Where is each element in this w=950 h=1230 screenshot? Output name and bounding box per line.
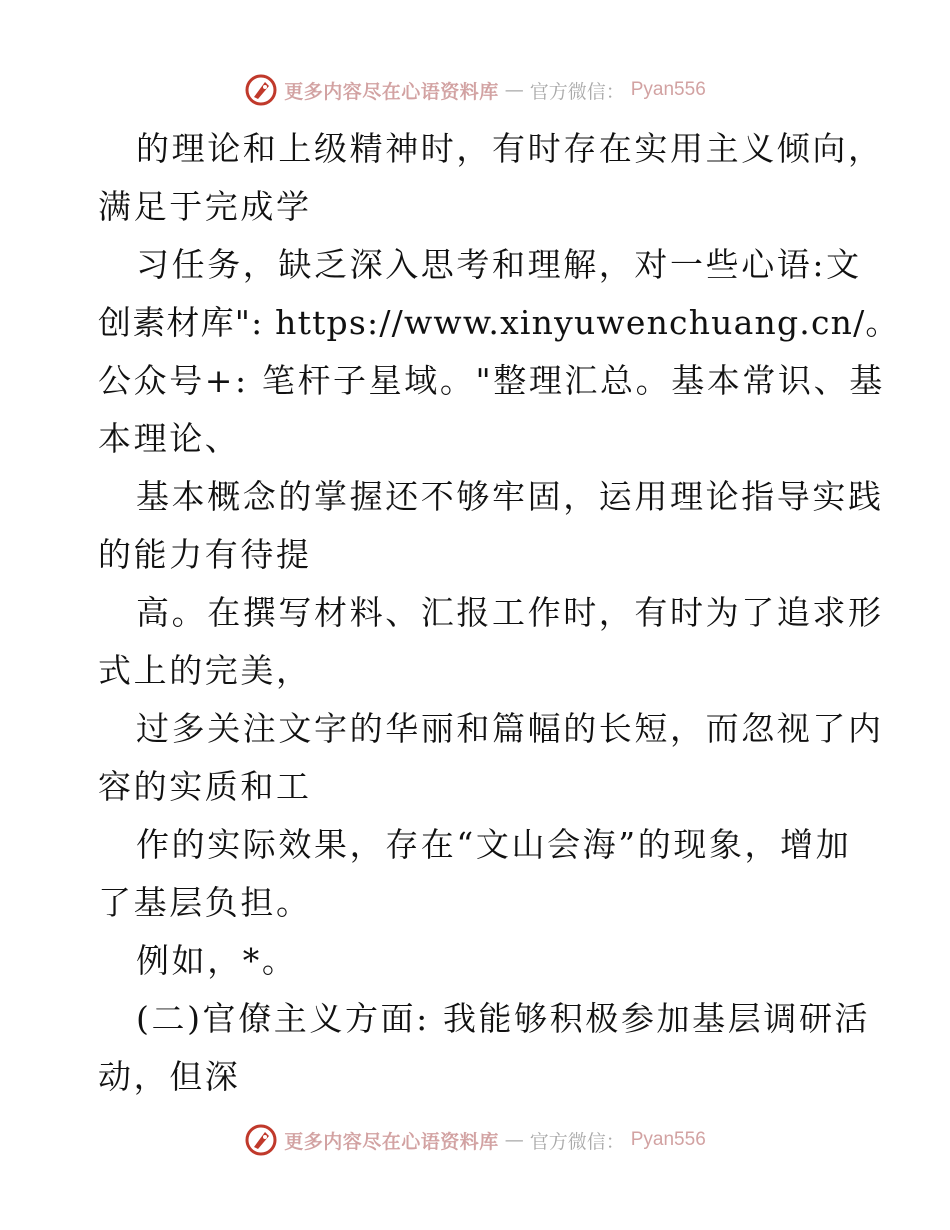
text-line-14: 了基层负担。: [98, 883, 312, 922]
text-line-15: 例如，*。: [136, 941, 298, 980]
header-watermark: [0, 70, 950, 110]
text-line-12: 容的实质和工: [98, 767, 312, 806]
text-line-16: (二)官僚主义方面: 我能够积极参加基层调研活: [136, 999, 871, 1038]
watermark-wechat-id: Pyan556: [630, 79, 706, 100]
pen-nib-seal-icon: [244, 73, 278, 107]
text-line-9: 高。在撰写材料、汇报工作时，有时为了追求形: [136, 593, 884, 632]
footer-watermark: [0, 1120, 950, 1160]
pen-nib-seal-icon: [244, 1123, 278, 1157]
text-line-5: 公众号+: 笔杆子星域。"整理汇总。基本常识、基: [98, 361, 885, 400]
watermark-separator: —: [504, 79, 524, 101]
text-line-7: 基本概念的掌握还不够牢固，运用理论指导实践: [136, 477, 884, 516]
text-line-17: 动，但深: [98, 1057, 241, 1096]
text-line-1: 的理论和上级精神时，有时存在实用主义倾向，: [136, 129, 884, 168]
watermark-wechat-label: 官方微信：: [529, 1130, 625, 1153]
text-line-8: 的能力有待提: [98, 535, 312, 574]
text-line-6: 本理论、: [98, 419, 241, 458]
document-body: [98, 120, 900, 1106]
text-line-13: 作的实际效果，存在“文山会海”的现象，增加: [136, 825, 852, 864]
watermark-wechat-label: 官方微信：: [529, 80, 625, 103]
watermark-separator: —: [504, 1129, 524, 1151]
watermark-site-name: 更多内容尽在心语资料库: [284, 1130, 499, 1153]
watermark-wechat-id: Pyan556: [630, 1129, 706, 1150]
text-line-2: 满足于完成学: [98, 187, 312, 226]
text-line-10: 式上的完美，: [98, 651, 312, 690]
text-line-11: 过多关注文字的华丽和篇幅的长短，而忽视了内: [136, 709, 884, 748]
watermark-site-name: 更多内容尽在心语资料库: [284, 80, 499, 103]
text-line-4: 创素材库": https://www.xinyuwenchuang.cn/。: [98, 303, 900, 342]
text-line-3: 习任务，缺乏深入思考和理解，对一些心语:文: [136, 245, 862, 284]
